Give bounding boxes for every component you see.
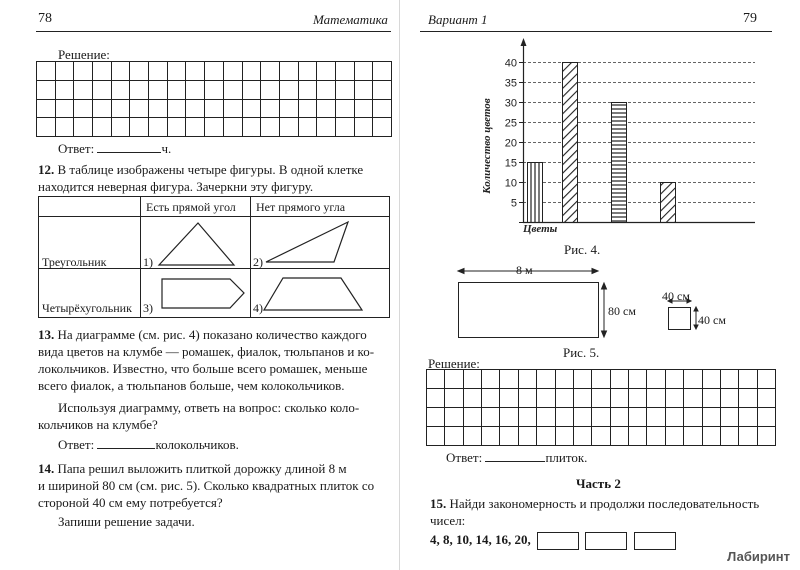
row-header-triangle: Треугольник	[42, 255, 107, 269]
task14-line2: и шириной 80 см (см. рис. 5). Сколько квадратных плиток со	[38, 478, 375, 493]
task-number: 12.	[38, 162, 55, 177]
answer-unit: колокольчиков.	[155, 437, 239, 452]
task13-line3: локольчиков. Известно, что больше всего ромашек, меньше	[38, 361, 368, 376]
solution-grid[interactable]	[426, 369, 776, 446]
header-rule	[420, 31, 772, 32]
figure4-caption: Рис. 4.	[564, 242, 601, 257]
task-text: Найди закономерность и продолжи последовательность	[449, 496, 760, 511]
answer-unit: ч.	[161, 141, 172, 156]
task-text: В таблице изображены четыре фигуры. В одной клетке	[57, 162, 364, 177]
pentagon-figure[interactable]	[162, 279, 244, 308]
task13-answer-line	[58, 436, 239, 453]
task13-line5: Используя диаграмму, ответь на вопрос: сколько коло-	[58, 400, 360, 415]
right-triangle-figure[interactable]	[159, 223, 234, 265]
chart-bar	[661, 183, 676, 223]
y-axis-label: Количество цветов	[481, 98, 493, 194]
cell-4-label: 4)	[253, 301, 263, 315]
solution-label: Решение:	[58, 47, 110, 62]
path-width-label: 80 см	[608, 304, 636, 318]
chart-bar	[528, 163, 543, 223]
header-rule	[36, 31, 391, 32]
path-length-label: 8 м	[516, 263, 533, 277]
task12-line2: находится неверная фигура. Зачеркни эту фигуру.	[38, 179, 314, 194]
task-text: На диаграмме (см. рис. 4) показано количество каждого	[57, 327, 367, 342]
task15-line1	[430, 495, 759, 512]
answer-line	[446, 449, 587, 466]
figure5-caption: Рис. 5.	[563, 345, 600, 360]
sequence-line	[430, 531, 676, 550]
y-tick-label: 35	[504, 77, 517, 90]
col-header-no-right-angle: Нет прямого угла	[256, 200, 346, 214]
y-tick-label: 10	[504, 177, 517, 190]
y-tick-label: 25	[504, 117, 517, 130]
task13-line6: кольчиков на клумбе?	[38, 417, 158, 432]
task-number: 13.	[38, 327, 55, 342]
y-tick-label: 40	[504, 57, 517, 70]
part-heading: Часть 2	[576, 476, 621, 491]
y-tick-label: 20	[504, 137, 517, 150]
col-header-right-angle: Есть прямой угол	[146, 200, 236, 214]
flowers-bar-chart	[470, 36, 760, 236]
chart-bar	[612, 103, 627, 223]
cell-3-label: 3)	[143, 301, 153, 315]
chart-bar	[563, 63, 578, 223]
chart-grid	[523, 63, 755, 203]
task-text: Папа решил выложить плиткой дорожку длиной 8 м	[57, 461, 347, 476]
trapezoid-figure[interactable]	[264, 278, 362, 310]
cell-2-label: 2)	[253, 255, 263, 269]
answer-blank[interactable]	[97, 152, 161, 153]
tile-side-label: 40 см	[698, 313, 726, 327]
answer-blank[interactable]	[485, 461, 545, 462]
task13-line2: вида цветов на клумбе — ромашек, фиалок, тюльпанов и ко-	[38, 344, 375, 359]
y-tick-label: 30	[504, 97, 517, 110]
answer-unit: плиток.	[545, 450, 588, 465]
task12-line1	[38, 161, 363, 178]
answer-label: Ответ:	[58, 437, 95, 452]
task14-line1	[38, 460, 347, 477]
sequence-answer-box-2[interactable]	[585, 532, 627, 550]
tile-top-label: 40 см	[662, 289, 690, 303]
tile-square	[669, 308, 691, 330]
path-and-tile-figure	[450, 262, 780, 342]
page-number: 78	[38, 11, 52, 26]
y-tick-label: 5	[510, 197, 517, 210]
x-axis-label: Цветы	[523, 223, 558, 235]
answer-line	[58, 140, 171, 157]
cell-1-label: 1)	[143, 255, 153, 269]
task14-line4: Запиши решение задачи.	[58, 514, 195, 529]
task14-line3: стороной 40 см ему потребуется?	[38, 495, 223, 510]
y-axis-arrow	[521, 38, 527, 46]
path-rectangle	[459, 283, 599, 338]
solution-label: Решение:	[428, 356, 480, 371]
figures-table	[38, 196, 390, 318]
answer-label: Ответ:	[58, 141, 95, 156]
task-number: 15.	[430, 496, 447, 511]
task15-line2: чисел:	[430, 513, 466, 528]
row-header-quadrilateral: Четырёхугольник	[42, 301, 132, 315]
task-number: 14.	[38, 461, 55, 476]
obtuse-triangle-figure[interactable]	[266, 222, 348, 262]
y-tick-label: 15	[504, 157, 517, 170]
solution-grid[interactable]	[36, 61, 392, 137]
answer-label: Ответ:	[446, 450, 483, 465]
right-page	[400, 0, 800, 570]
page-number: 79	[743, 11, 757, 26]
watermark-logo: Лабиринт	[727, 549, 790, 564]
sequence-text: 4, 8, 10, 14, 16, 20,	[430, 532, 531, 547]
task13-line1	[38, 326, 367, 343]
answer-blank[interactable]	[97, 448, 155, 449]
sequence-answer-box-3[interactable]	[634, 532, 676, 550]
task13-line4: всего фиалок, а тюльпанов больше, чем колокольчиков.	[38, 378, 345, 393]
running-title: Математика	[313, 12, 388, 27]
sequence-answer-box-1[interactable]	[537, 532, 579, 550]
running-title: Вариант 1	[428, 12, 488, 27]
